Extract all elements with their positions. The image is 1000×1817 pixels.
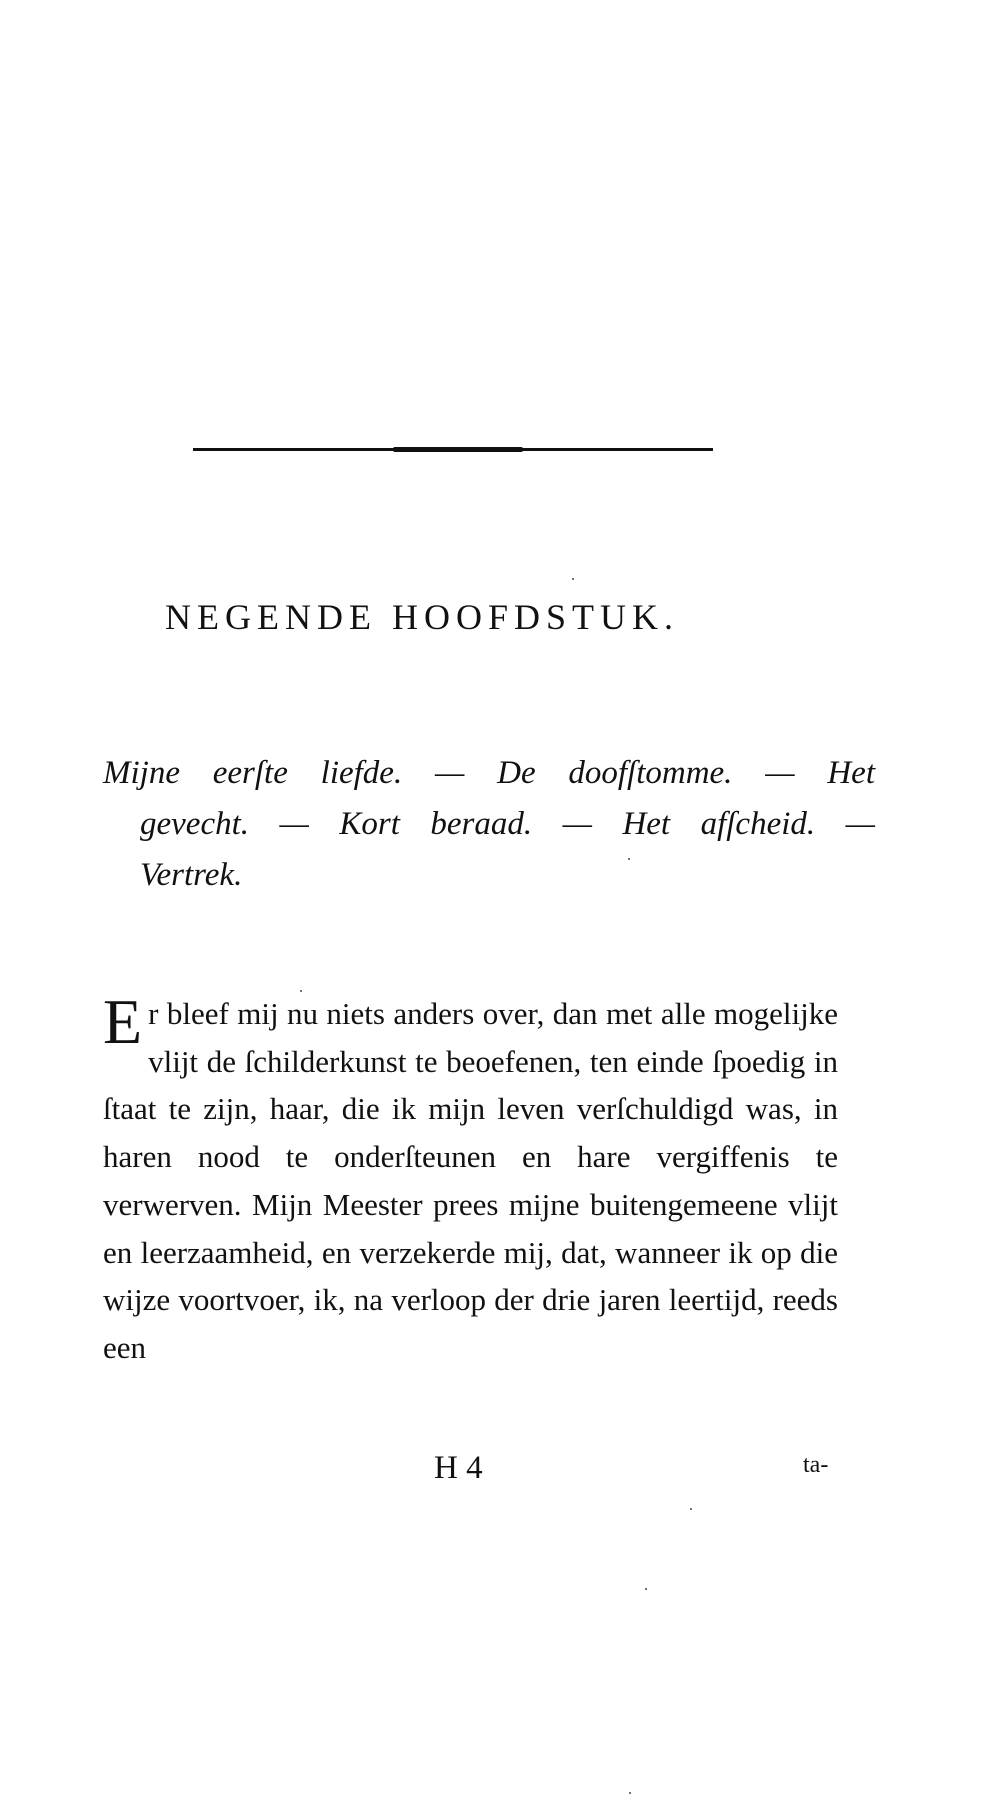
catchword: ta- bbox=[803, 1452, 829, 1478]
paper-speck bbox=[629, 1792, 631, 1794]
paper-speck bbox=[300, 990, 302, 992]
header-rule bbox=[193, 448, 713, 451]
chapter-summary: Mijne eerſte liefde. — De doofſtomme. — Het gevecht. — Kort beraad. — Het afſcheid. — Vertrek. bbox=[103, 755, 875, 893]
signature-mark: H 4 bbox=[434, 1450, 483, 1486]
body-text: r bleef mij nu niets anders over, dan met alle mogelijke vlijt de ſchilderkunst te beoefenen, ten einde ſpoedig in ſtaat te zijn, haar, die ik mijn leven verſchuldigd was, in haren nood te onderſteunen en hare vergiffenis te verwerven. Mijn Meester prees mijne buitengemeene vlijt en leerzaamheid, en verzekerde mij, dat, wanneer ik op die wijze voortvoer, ik, na verloop der drie jaren leertijd, reeds een bbox=[103, 996, 838, 1365]
paper-speck bbox=[628, 858, 630, 860]
paper-speck bbox=[690, 1508, 692, 1510]
paper-speck bbox=[572, 578, 574, 580]
body-paragraph bbox=[103, 986, 838, 1372]
drop-cap: E bbox=[103, 986, 143, 1057]
paper-speck bbox=[645, 1588, 647, 1590]
chapter-title: NEGENDE HOOFDSTUK. bbox=[165, 597, 679, 637]
